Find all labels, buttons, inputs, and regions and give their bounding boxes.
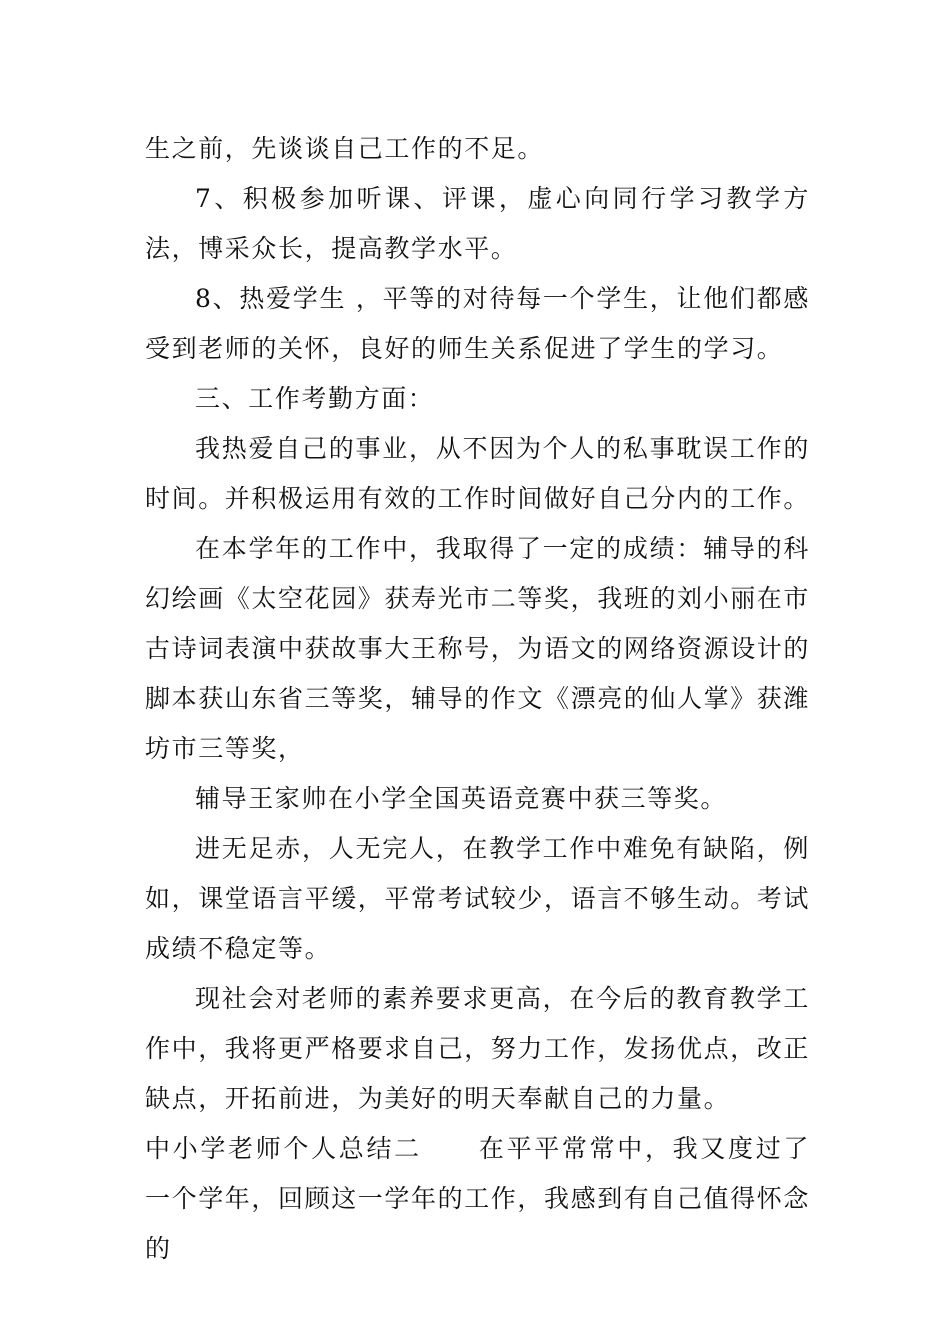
paragraph-3: 8、热爱学生 ，平等的对待每一个学生，让他们都感受到老师的关怀，良好的师生关系促进了学生的学习。 [145, 284, 810, 363]
final-paragraph [145, 1124, 810, 1274]
summary-two-heading: 中小学老师个人总结二 [145, 1134, 422, 1163]
section-heading-attendance: 三、工作考勤方面： [195, 384, 435, 413]
paragraph-8: 进无足赤，人无完人，在教学工作中难免有缺陷，例如，课堂语言平缓，平常考试较少，语言不够生动。考试成绩不稳定等。 [145, 834, 811, 963]
summary-two-opening: 在平平常常中，我又度过了一个学年，回顾这一学年的工作，我感到有自己值得怀念的 [145, 1134, 811, 1263]
paragraph-6: 在本学年的工作中，我取得了一定的成绩：辅导的科幻绘画《太空花园》获寿光市二等奖，我班的刘小丽在市古诗词表演中获故事大王称号，为语文的网络资源设计的脚本获山东省三等奖，辅导的作文《漂亮的仙人掌》获潍坊市三等奖， [145, 534, 811, 763]
paragraph-9: 现社会对老师的素养要求更高，在今后的教育教学工作中，我将更严格要求自己，努力工作，发扬优点，改正缺点，开拓前进，为美好的明天奉献自己的力量。 [145, 984, 811, 1113]
paragraph-2: 7、积极参加听课、评课，虚心向同行学习教学方法，博采众长，提高教学水平。 [145, 184, 810, 263]
paragraph-5: 我热爱自己的事业，从不因为个人的私事耽误工作的时间。并积极运用有效的工作时间做好自己分内的工作。 [145, 434, 811, 513]
paragraph-7: 辅导王家帅在小学全国英语竞赛中获三等奖。 [195, 784, 728, 813]
paragraph-1: 生之前，先谈谈自己工作的不足。 [145, 134, 545, 163]
document-body [145, 124, 810, 1274]
